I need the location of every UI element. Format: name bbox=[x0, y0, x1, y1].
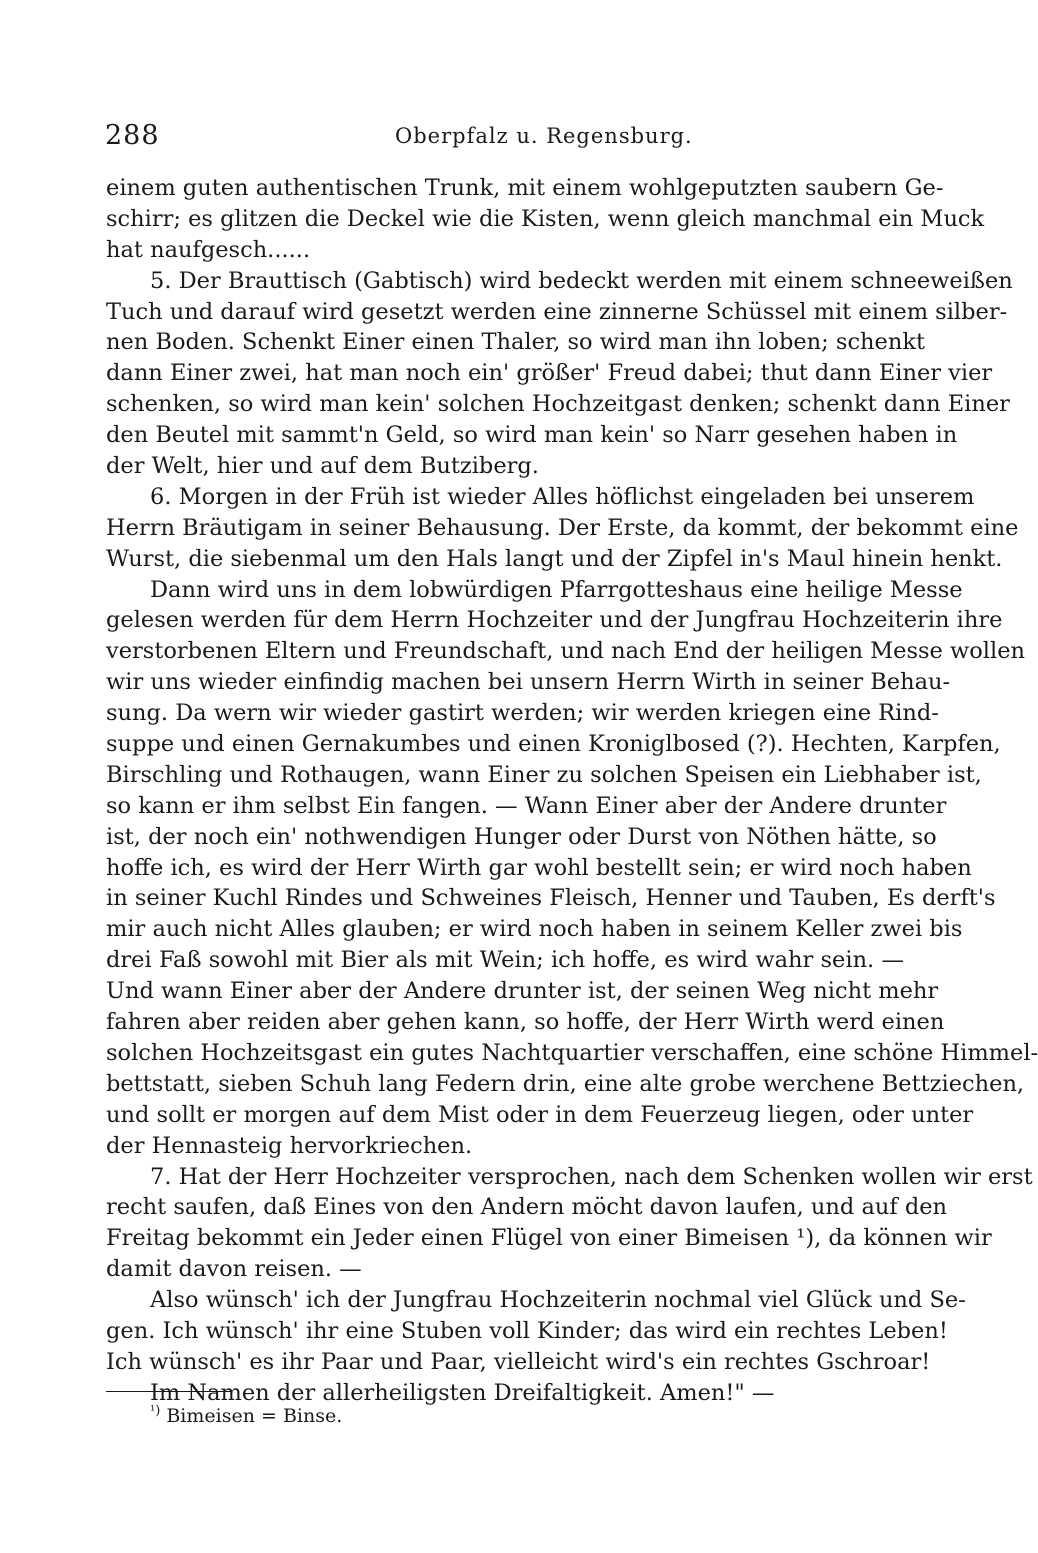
text-line: ist, der noch ein' nothwendigen Hunger oder Durst von Nöthen hätte, so bbox=[106, 823, 937, 850]
text-line: dann Einer zwei, hat man noch ein' größer' Freud dabei; thut dann Einer vier bbox=[106, 360, 993, 387]
text-line: schirr; es glitzen die Deckel wie die Kisten, wenn gleich manchmal ein Muck bbox=[106, 205, 985, 232]
paragraph-start: Also wünsch' ich der Jungfrau Hochzeiterin nochmal viel Glück und Se- bbox=[150, 1287, 966, 1314]
text-line: der Hennasteig hervorkriechen. bbox=[106, 1132, 473, 1159]
text-line: hoffe ich, es wird der Herr Wirth gar wohl bestellt sein; er wird noch haben bbox=[106, 854, 972, 881]
text-line: und sollt er morgen auf dem Mist oder in dem Feuerzeug liegen, oder unter bbox=[106, 1101, 974, 1128]
paragraph-start: Dann wird uns in dem lobwürdigen Pfarrgotteshaus eine heilige Messe bbox=[150, 576, 963, 603]
footnote bbox=[150, 1403, 342, 1429]
text-line: schenken, so wird man kein' solchen Hochzeitgast denken; schenkt dann Einer bbox=[106, 391, 1010, 418]
text-line: suppe und einen Gernakumbes und einen Kroniglbosed (?). Hechten, Karpfen, bbox=[106, 731, 1001, 758]
text-line: Ich wünsch' es ihr Paar und Paar, vielleicht wird's ein rechtes Gschroar! bbox=[106, 1348, 931, 1375]
text-line: recht saufen, daß Eines von den Andern möcht davon laufen, und auf den bbox=[106, 1194, 948, 1221]
body-text bbox=[106, 173, 1038, 1409]
paragraph-5-start: 5. Der Brauttisch (Gabtisch) wird bedeckt werden mit einem schneeweißen bbox=[150, 267, 1013, 294]
text-line: Herrn Bräutigam in seiner Behausung. Der Erste, da kommt, der bekommt eine bbox=[106, 514, 1019, 541]
text-line: fahren aber reiden aber gehen kann, so hoffe, der Herr Wirth werd einen bbox=[106, 1009, 945, 1036]
paragraph-7-start: 7. Hat der Herr Hochzeiter versprochen, nach dem Schenken wollen wir erst bbox=[150, 1163, 1033, 1190]
running-title: Oberpfalz u. Regensburg. bbox=[395, 124, 693, 148]
text-line: gelesen werden für dem Herrn Hochzeiter und der Jungfrau Hochzeiterin ihre bbox=[106, 607, 1003, 634]
text-line: gen. Ich wünsch' ihr eine Stuben voll Kinder; das wird ein rechtes Leben! bbox=[106, 1317, 948, 1344]
text-line: den Beutel mit sammt'n Geld, so wird man kein' so Narr gesehen haben in bbox=[106, 422, 958, 449]
paragraph-6-start: 6. Morgen in der Früh ist wieder Alles höflichst eingeladen bei unserem bbox=[150, 483, 975, 510]
footnote-divider bbox=[106, 1391, 232, 1392]
text-line: sung. Da wern wir wieder gastirt werden; wir werden kriegen eine Rind- bbox=[106, 700, 939, 727]
text-line: der Welt, hier und auf dem Butziberg. bbox=[106, 453, 539, 480]
closing-line: Im Namen der allerheiligsten Dreifaltigkeit. Amen!" — bbox=[150, 1379, 775, 1406]
footnote-mark: ¹) bbox=[150, 1403, 161, 1419]
text-line: Tuch und darauf wird gesetzt werden eine zinnerne Schüssel mit einem silber- bbox=[106, 298, 1008, 325]
footnote-text: Bimeisen = Binse. bbox=[166, 1405, 343, 1427]
text-line: bettstatt, sieben Schuh lang Federn drin, eine alte grobe werchene Bettziechen, bbox=[106, 1070, 1025, 1097]
text-line: wir uns wieder einfindig machen bei unsern Herrn Wirth in seiner Behau- bbox=[106, 669, 951, 696]
text-line: drei Faß sowohl mit Bier als mit Wein; ich hoffe, es wird wahr sein. — bbox=[106, 947, 904, 974]
page-number: 288 bbox=[105, 120, 160, 151]
text-line: Wurst, die siebenmal um den Hals langt und der Zipfel in's Maul hinein henkt. bbox=[106, 545, 1003, 572]
text-line: Und wann Einer aber der Andere drunter ist, der seinen Weg nicht mehr bbox=[106, 978, 939, 1005]
text-line: in seiner Kuchl Rindes und Schweines Fleisch, Henner und Tauben, Es derft's bbox=[106, 885, 996, 912]
text-line: solchen Hochzeitsgast ein gutes Nachtquartier verschaffen, eine schöne Himmel- bbox=[106, 1039, 1038, 1066]
text-line: hat naufgesch...... bbox=[106, 236, 311, 263]
text-line: damit davon reisen. — bbox=[106, 1256, 362, 1283]
text-line: mir auch nicht Alles glauben; er wird noch haben in seinem Keller zwei bis bbox=[106, 916, 963, 943]
page-header bbox=[105, 120, 905, 160]
text-line: Birschling und Rothaugen, wann Einer zu solchen Speisen ein Liebhaber ist, bbox=[106, 761, 982, 788]
text-line: nen Boden. Schenkt Einer einen Thaler, so wird man ihn loben; schenkt bbox=[106, 329, 926, 356]
text-line: verstorbenen Eltern und Freundschaft, und nach End der heiligen Messe wollen bbox=[106, 638, 1026, 665]
text-line: Freitag bekommt ein Jeder einen Flügel von einer Bimeisen ¹), da können wir bbox=[106, 1225, 992, 1252]
text-line: so kann er ihm selbst Ein fangen. — Wann Einer aber der Andere drunter bbox=[106, 792, 947, 819]
text-line: einem guten authentischen Trunk, mit einem wohlgeputzten saubern Ge- bbox=[106, 175, 944, 201]
